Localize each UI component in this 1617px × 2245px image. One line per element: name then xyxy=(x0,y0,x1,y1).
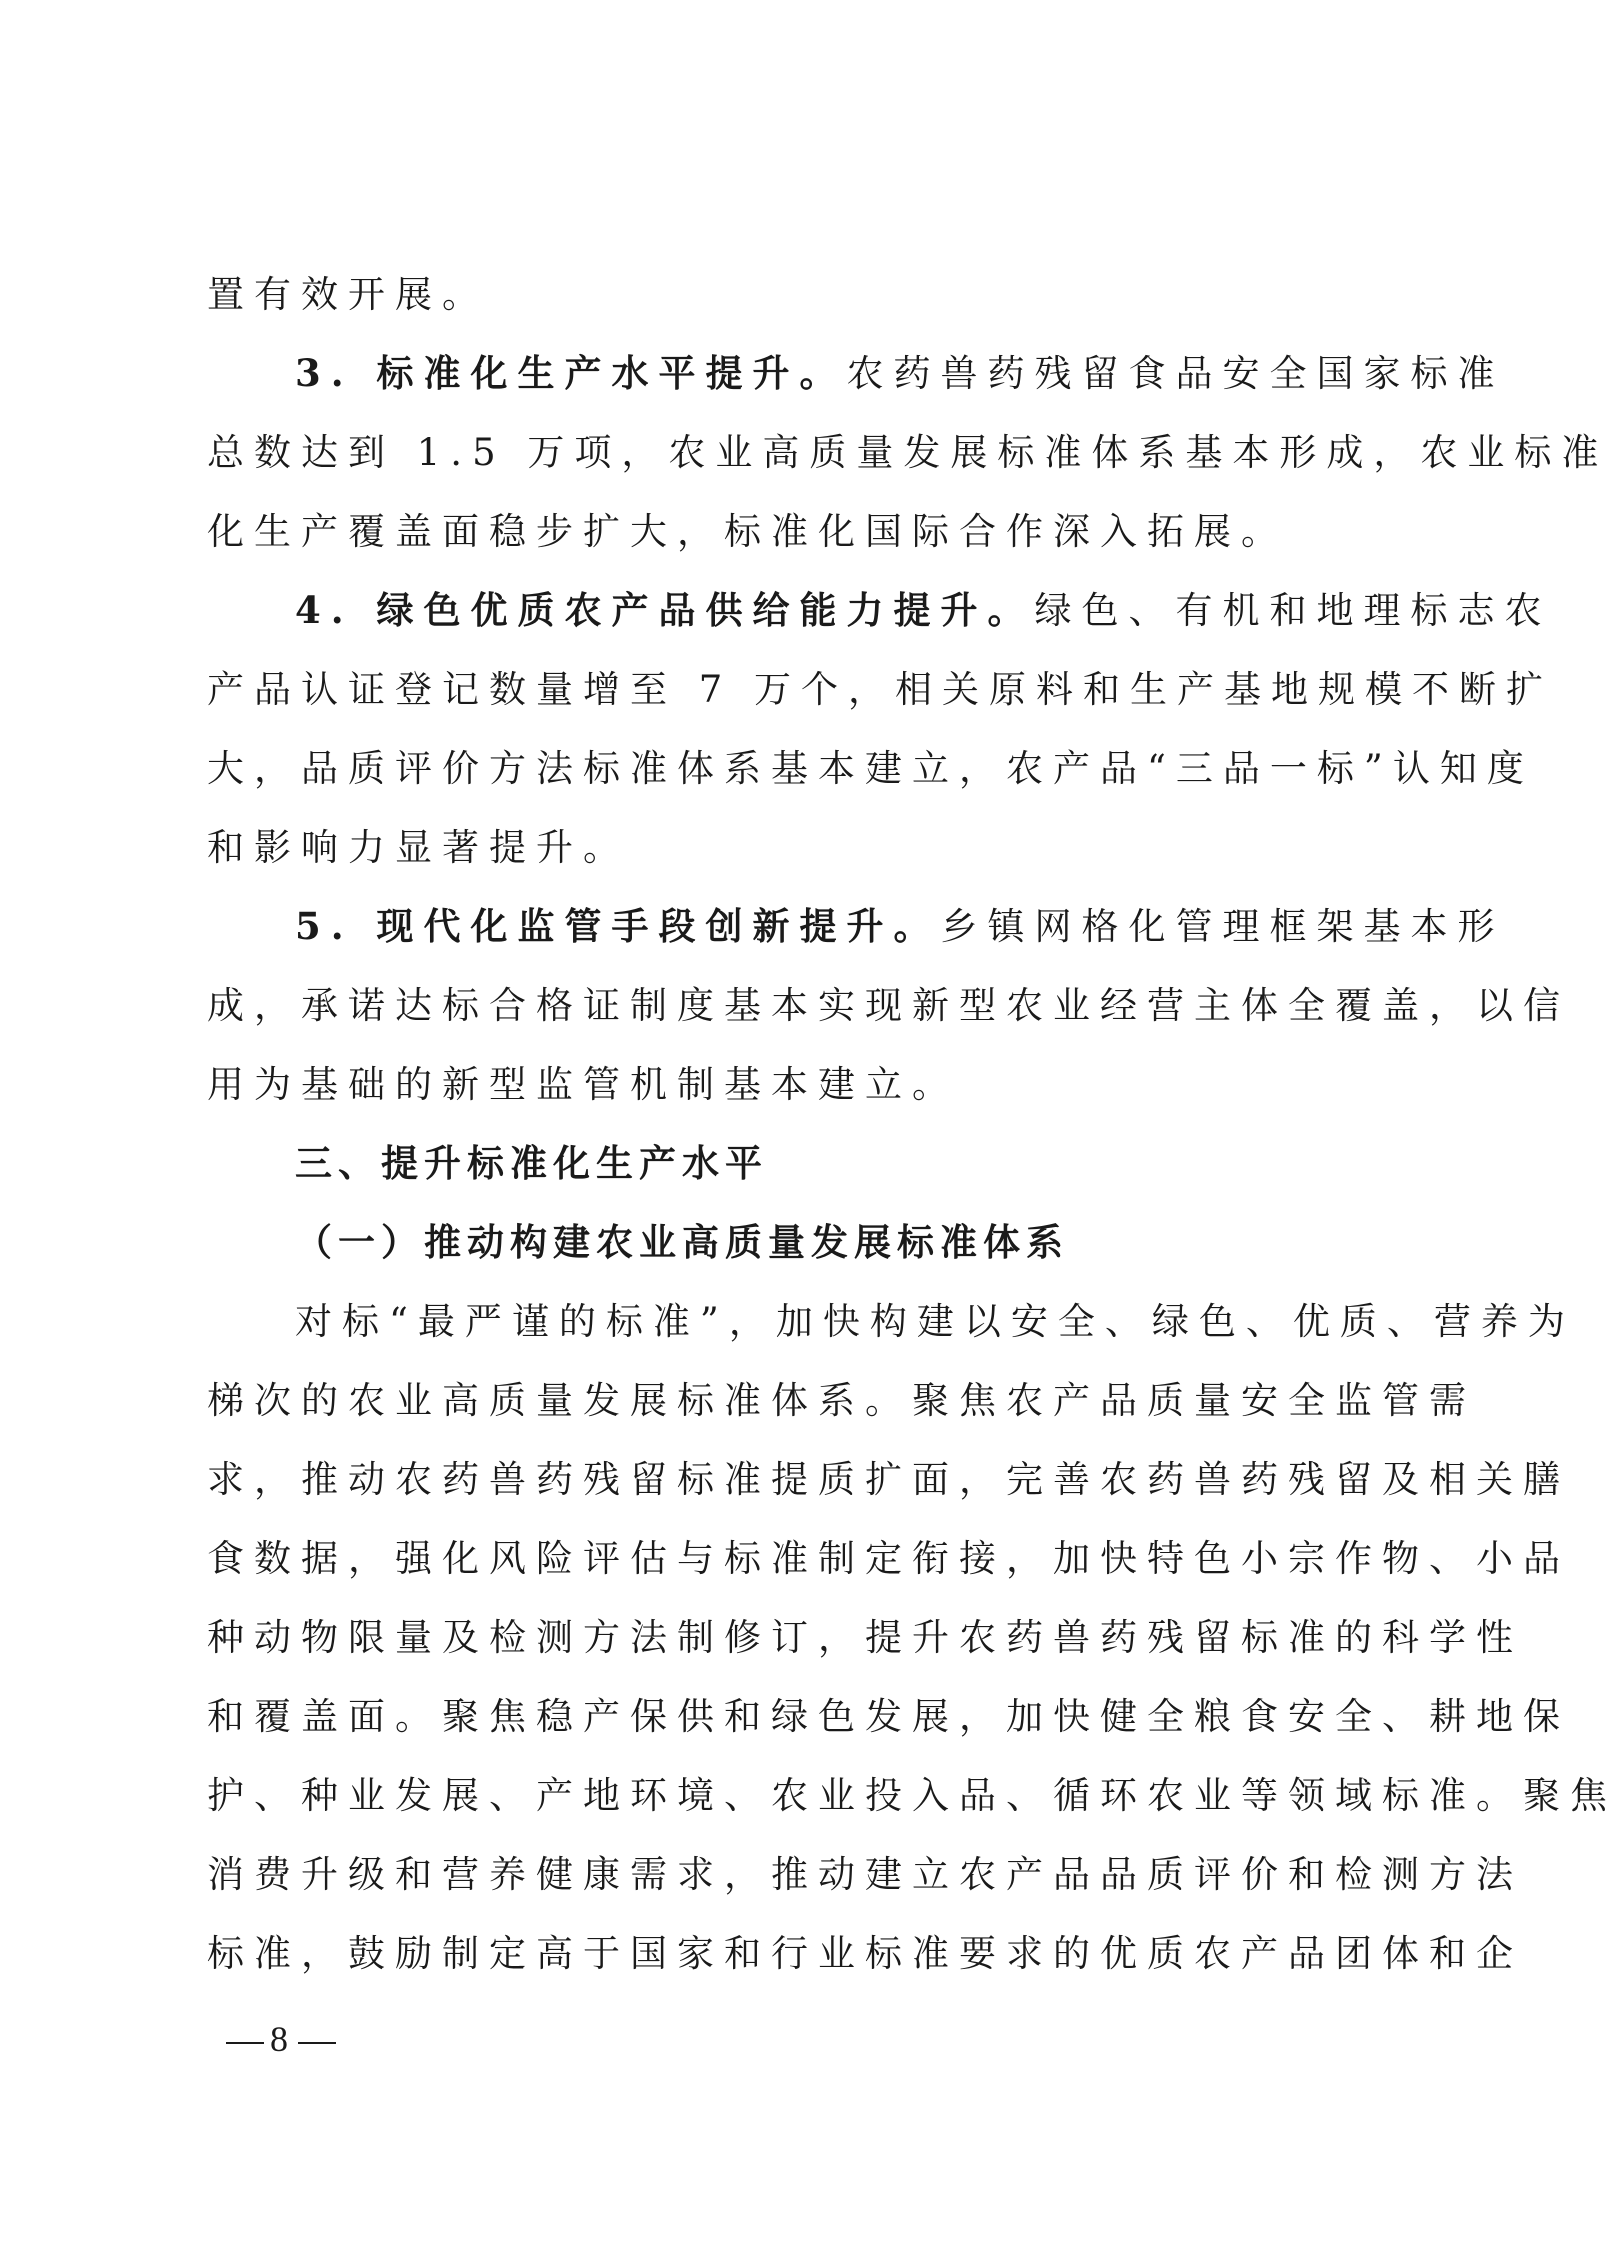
text-line-17 xyxy=(207,1519,1570,1598)
text-line-7 xyxy=(207,729,1534,808)
line-text: 消费升级和营养健康需求，推动建立农产品品质评价和检测方法 xyxy=(207,1853,1523,1896)
line-text: 食数据，强化风险评估与标准制定衔接，加快特色小宗作物、小品 xyxy=(207,1537,1570,1580)
line-text: 对标“最严谨的标准”，加快构建以安全、绿色、优质、营养为 xyxy=(295,1300,1575,1343)
page-number xyxy=(220,2018,342,2060)
text-line-6 xyxy=(207,650,1554,729)
text-line-4 xyxy=(207,492,1382,571)
line-text: 和影响力显著提升。 xyxy=(207,826,630,869)
text-line-18 xyxy=(207,1598,1523,1677)
line-text: 梯次的农业高质量发展标准体系。聚焦农产品质量安全监管需 xyxy=(207,1379,1476,1422)
line-text: 产品认证登记数量增至 7 万个，相关原料和生产基地规模不断扩 xyxy=(207,668,1554,711)
dash-right xyxy=(298,2042,336,2044)
document-body xyxy=(207,255,1617,1993)
text-line-10 xyxy=(207,966,1570,1045)
line-text: 乡镇网格化管理框架基本形 xyxy=(940,905,1505,948)
line-text: 和覆盖面。聚焦稳产保供和绿色发展，加快健全粮食安全、耕地保 xyxy=(207,1695,1570,1738)
line-text: 标准，鼓励制定高于国家和行业标准要求的优质农产品团体和企 xyxy=(207,1932,1523,1975)
item-heading-3: 3. 标准化生产水平提升。 xyxy=(295,351,847,395)
text-line-16 xyxy=(207,1440,1570,1519)
text-line-15 xyxy=(207,1361,1476,1440)
line-text: 护、种业发展、产地环境、农业投入品、循环农业等领域标准。聚焦 xyxy=(207,1774,1617,1817)
text-line-2 xyxy=(207,334,1505,413)
line-text: 用为基础的新型监管机制基本建立。 xyxy=(207,1063,959,1106)
section-heading-text: 三、提升标准化生产水平 xyxy=(295,1142,768,1185)
line-text: 置有效开展。 xyxy=(207,273,489,316)
line-text: 种动物限量及检测方法制修订，提升农药兽药残留标准的科学性 xyxy=(207,1616,1523,1659)
text-line-8 xyxy=(207,808,1382,887)
text-line-19 xyxy=(207,1677,1570,1756)
text-line-20 xyxy=(207,1756,1617,1835)
line-text: 求，推动农药兽药残留标准提质扩面，完善农药兽药残留及相关膳 xyxy=(207,1458,1570,1501)
text-line-3 xyxy=(207,413,1609,492)
line-text: 总数达到 1.5 万项，农业高质量发展标准体系基本形成，农业标准 xyxy=(207,431,1609,474)
text-line-21 xyxy=(207,1835,1523,1914)
section-heading xyxy=(207,1124,1382,1203)
text-line-14 xyxy=(207,1282,1575,1361)
dash-left xyxy=(226,2042,264,2044)
subsection-heading-text: （一）推动构建农业高质量发展标准体系 xyxy=(295,1221,1069,1264)
subsection-heading xyxy=(207,1203,1382,1282)
line-text: 大，品质评价方法标准体系基本建立，农产品“三品一标”认知度 xyxy=(207,747,1534,790)
line-text: 绿色、有机和地理标志农 xyxy=(1034,589,1552,632)
text-line-22 xyxy=(207,1914,1523,1993)
item-heading-4: 4. 绿色优质农产品供给能力提升。 xyxy=(295,588,1035,632)
item-heading-5: 5. 现代化监管手段创新提升。 xyxy=(295,904,941,948)
text-line-9 xyxy=(207,887,1505,966)
line-text: 成，承诺达标合格证制度基本实现新型农业经营主体全覆盖，以信 xyxy=(207,984,1570,1027)
text-line-5 xyxy=(207,571,1552,650)
line-text: 农药兽药残留食品安全国家标准 xyxy=(846,352,1505,395)
text-line-11 xyxy=(207,1045,1382,1124)
text-line-1 xyxy=(207,255,1382,334)
line-text: 化生产覆盖面稳步扩大，标准化国际合作深入拓展。 xyxy=(207,510,1288,553)
page-number-value: 8 xyxy=(270,2019,292,2059)
